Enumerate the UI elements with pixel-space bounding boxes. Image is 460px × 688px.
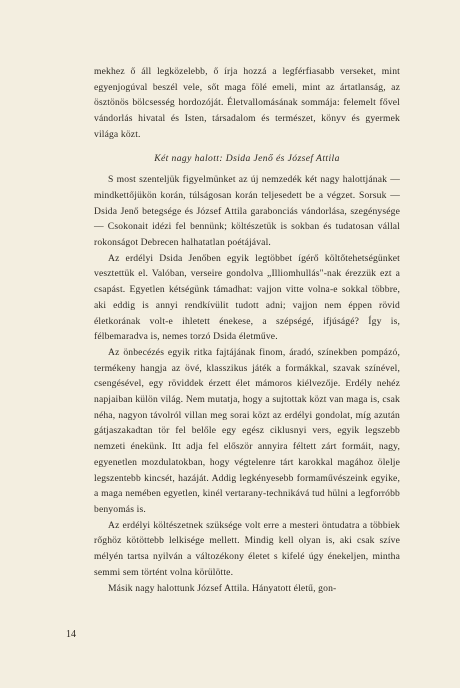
- paragraph-4: Az önbecézés egyik ritka fajtájának finom, áradó, színekben pompázó, termékeny hangja az övé, klasszikus játék a formákkal, szavak színével, csengésével, egy röviddek érzett élet mámoros kiélvezője. Erdély nehéz napjaiban külön világ. Nem mutatja, hogy a sujtottak közt van maga is, csak néha, nagyon távolról villan meg sorai közt az erdélyi gondolat, míg azután gátjaszakadtan tör fel belőle egy egész ciklusnyi vers, egyik legszebb nemzeti énekünk. Itt adja fel először annyira féltett zárt formáit, nagy, egyenetlen mozdulatokban, hogy végtelenre tárt karokkal magához ölelje legszentebb kincsét, hazáját. Addig legkényesebb formaművészeink egyike, a maga nemében egyetlen, kinél vertarany-technikává tud hülni a legforróbb benyomás is.: [94, 346, 400, 515]
- body-text: [94, 64, 400, 596]
- paragraph-5: Az erdélyi költészetnek szüksége volt erre a mesteri öntudatra a többiek rőghöz kötöttebb lelkisége mellett. Mindig kell olyan is, aki csak szíve mélyén tartsa nyilván a változékony életet s kifelé úgy énekeljen, mintha semmi sem történt volna körülötte.: [94, 519, 400, 578]
- paragraph-3: Az erdélyi Dsida Jenőben egyik legtöbbet ígérő költőtehetségünket vesztettük el. Valóban, verseire gondolva „Illiomhullás"-nak érezzük ezt a csapást. Egyetlen kétségünk támadhat: vajjon vitte volna-e sokkal többre, aki eddig is annyi rendkívülit tudott adni; vajjon nem éppen rövid életkorának volt-e ihletett énekese, a szépségé, ifjúságé? Így is, félbemaradva is, nemes torzó Dsida életműve.: [94, 252, 400, 343]
- paragraph-1: mekhez ő áll legközelebb, ő írja hozzá a legférfiasabb verseket, mint egyenjogúval beszél vele, sőt maga fölé emeli, mint az ártatlanság, az ösztönös bölcsesség hordozóját. Életvallomásának sommája: felemelt fővel vándorlás hivatal és Isten, társadalom és természet, könyv és gyermek világa közt.: [94, 66, 400, 140]
- section-heading: Két nagy halott: Dsida Jenő és József Attila: [154, 152, 340, 164]
- page-number: 14: [66, 629, 76, 640]
- paragraph-6: Másik nagy halottunk József Attila. Hányatott életű, gon-: [108, 582, 337, 594]
- paragraph-2: S most szenteljük figyelmünket az új nemzedék két nagy halottjának — mindkettőjükön korán, túlságosan korán teljesedett be a végzet. Sorsuk — Dsida Jenő betegsége és József Attila garabonciás vándorlása, szegénysége — Csokonait idézi fel bennünk; költészetük is sokban és tudatosan vállal rokonságot Debrecen halhatatlan poétájával.: [94, 174, 400, 249]
